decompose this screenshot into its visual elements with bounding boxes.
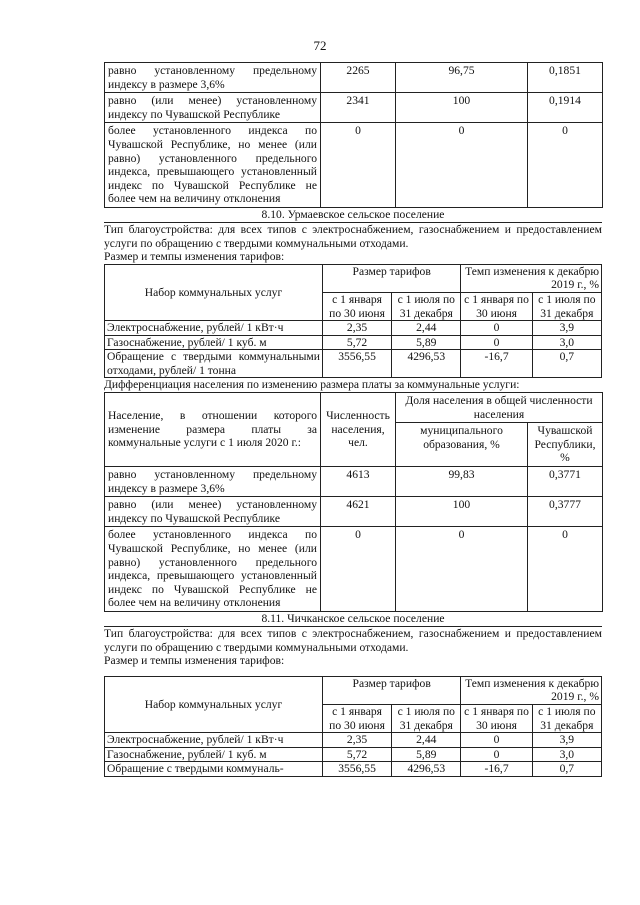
tariff-table	[104, 264, 602, 379]
table-row	[105, 467, 603, 497]
table-row	[105, 762, 602, 777]
header-population: Население, в отношении которого изменение размера платы за коммунальные услуги с 1 июля 2020 г.:	[105, 393, 321, 467]
table-row	[105, 497, 603, 527]
row-label: равно (или менее) установленному индексу по Чувашской Республике	[105, 93, 321, 123]
value: 3556,55	[322, 350, 391, 378]
population-count: 4613	[321, 467, 396, 497]
value: -16,7	[461, 762, 532, 777]
value: 0	[461, 335, 532, 350]
rates-heading: Размер и темпы изменения тарифов:	[104, 654, 285, 668]
service-name: Электроснабжение, рублей/ 1 кВт·ч	[105, 733, 323, 748]
subheader: с 1 июля по 31 декабря	[532, 704, 601, 732]
value: 5,72	[322, 747, 391, 762]
section-title: 8.10. Урмаевское сельское поселение	[104, 208, 602, 223]
subheader: с 1 января по 30 июня	[322, 704, 391, 732]
section-title: 8.11. Чичканское сельское поселение	[104, 612, 602, 627]
value: 5,89	[392, 747, 461, 762]
header-size: Размер тарифов	[322, 676, 460, 704]
subheader: с 1 июля по 31 декабря	[392, 704, 461, 732]
republic-share: 0,3771	[528, 467, 603, 497]
subheader: с 1 января по 30 июня	[461, 292, 532, 320]
subheader: с 1 января по 30 июня	[322, 292, 391, 320]
value: 4296,53	[392, 350, 461, 378]
municipal-share: 0	[396, 123, 528, 208]
table-row	[105, 747, 602, 762]
population-count: 0	[321, 123, 396, 208]
header-republic: Чувашской Республики, %	[528, 423, 603, 467]
header-rate: Темп изменения к декабрю 2019 г., %	[461, 264, 602, 292]
value: 2,35	[322, 733, 391, 748]
table-row	[105, 733, 602, 748]
subheader: с 1 января по 30 июня	[461, 704, 532, 732]
rates-heading: Размер и темпы изменения тарифов:	[104, 250, 285, 264]
republic-share: 0,3777	[528, 497, 603, 527]
value: 3,0	[532, 747, 601, 762]
table-row	[105, 93, 603, 123]
population-count: 0	[321, 527, 396, 612]
page-number: 72	[313, 38, 327, 53]
subheader: с 1 июля по 31 декабря	[392, 292, 461, 320]
service-name: Электроснабжение, рублей/ 1 кВт·ч	[105, 321, 323, 336]
value: 3,9	[532, 733, 601, 748]
service-name: Газоснабжение, рублей/ 1 куб. м	[105, 747, 323, 762]
municipal-share: 100	[396, 93, 528, 123]
improvement-type: Тип благоустройства: для всех типов с электроснабжением, газоснабжением и предоставлением услуги по обращению с твердыми коммунальными отходами.	[104, 626, 602, 654]
differentiation-table	[104, 392, 603, 612]
table-row	[105, 350, 602, 378]
row-label: равно установленному предельному индексу в размере 3,6%	[105, 63, 321, 93]
service-name: Обращение с твердыми коммуналь-	[105, 762, 323, 777]
value: 3556,55	[322, 762, 391, 777]
header-service: Набор коммунальных услуг	[105, 676, 323, 732]
value: 2,35	[322, 321, 391, 336]
row-label: равно (или менее) установленному индексу по Чувашской Республике	[105, 497, 321, 527]
republic-share: 0	[528, 123, 603, 208]
value: 5,72	[322, 335, 391, 350]
municipal-share: 99,83	[396, 467, 528, 497]
row-label: более установленного индекса по Чувашской Республике, но менее (или равно) установленного предельного индекса, превышающего установленный индекс по Чувашской Республике не более чем на величину отклонения	[105, 527, 321, 612]
value: 0,7	[532, 350, 601, 378]
differentiation-table-continued	[104, 62, 603, 208]
header-count: Численность населения, чел.	[321, 393, 396, 467]
table-row	[105, 63, 603, 93]
table-row	[105, 321, 602, 336]
tariff-table	[104, 676, 602, 777]
row-label: более установленного индекса по Чувашской Республике, но менее (или равно) установленного предельного индекса, превышающего установленный индекс по Чувашской Республике не более чем на величину отклонения	[105, 123, 321, 208]
value: 2,44	[392, 321, 461, 336]
republic-share: 0,1914	[528, 93, 603, 123]
header-service: Набор коммунальных услуг	[105, 264, 323, 320]
service-name: Газоснабжение, рублей/ 1 куб. м	[105, 335, 323, 350]
population-count: 2341	[321, 93, 396, 123]
municipal-share: 0	[396, 527, 528, 612]
value: 5,89	[392, 335, 461, 350]
table-row	[105, 335, 602, 350]
value: 0	[461, 747, 532, 762]
value: 3,0	[532, 335, 601, 350]
population-count: 4621	[321, 497, 396, 527]
population-count: 2265	[321, 63, 396, 93]
page-content	[104, 62, 602, 777]
header-rate: Темп изменения к декабрю 2019 г., %	[461, 676, 602, 704]
table-row	[105, 527, 603, 612]
municipal-share: 96,75	[396, 63, 528, 93]
value: 4296,53	[392, 762, 461, 777]
value: 3,9	[532, 321, 601, 336]
service-name: Обращение с твердыми коммунальными отходами, рублей/ 1 тонна	[105, 350, 323, 378]
differentiation-heading: Дифференциация населения по изменению размера платы за коммунальные услуги:	[104, 378, 520, 392]
header-share: Доля населения в общей численности населения	[396, 393, 603, 423]
value: 0	[461, 733, 532, 748]
value: 2,44	[392, 733, 461, 748]
value: 0	[461, 321, 532, 336]
header-size: Размер тарифов	[322, 264, 460, 292]
value: 0,7	[532, 762, 601, 777]
improvement-type: Тип благоустройства: для всех типов с электроснабжением, газоснабжением и предоставлением услуги по обращению с твердыми коммунальными отходами.	[104, 222, 602, 250]
header-municipal: муниципального образования, %	[396, 423, 528, 467]
republic-share: 0	[528, 527, 603, 612]
row-label: равно установленному предельному индексу в размере 3,6%	[105, 467, 321, 497]
subheader: с 1 июля по 31 декабря	[532, 292, 601, 320]
municipal-share: 100	[396, 497, 528, 527]
table-row	[105, 123, 603, 208]
republic-share: 0,1851	[528, 63, 603, 93]
value: -16,7	[461, 350, 532, 378]
